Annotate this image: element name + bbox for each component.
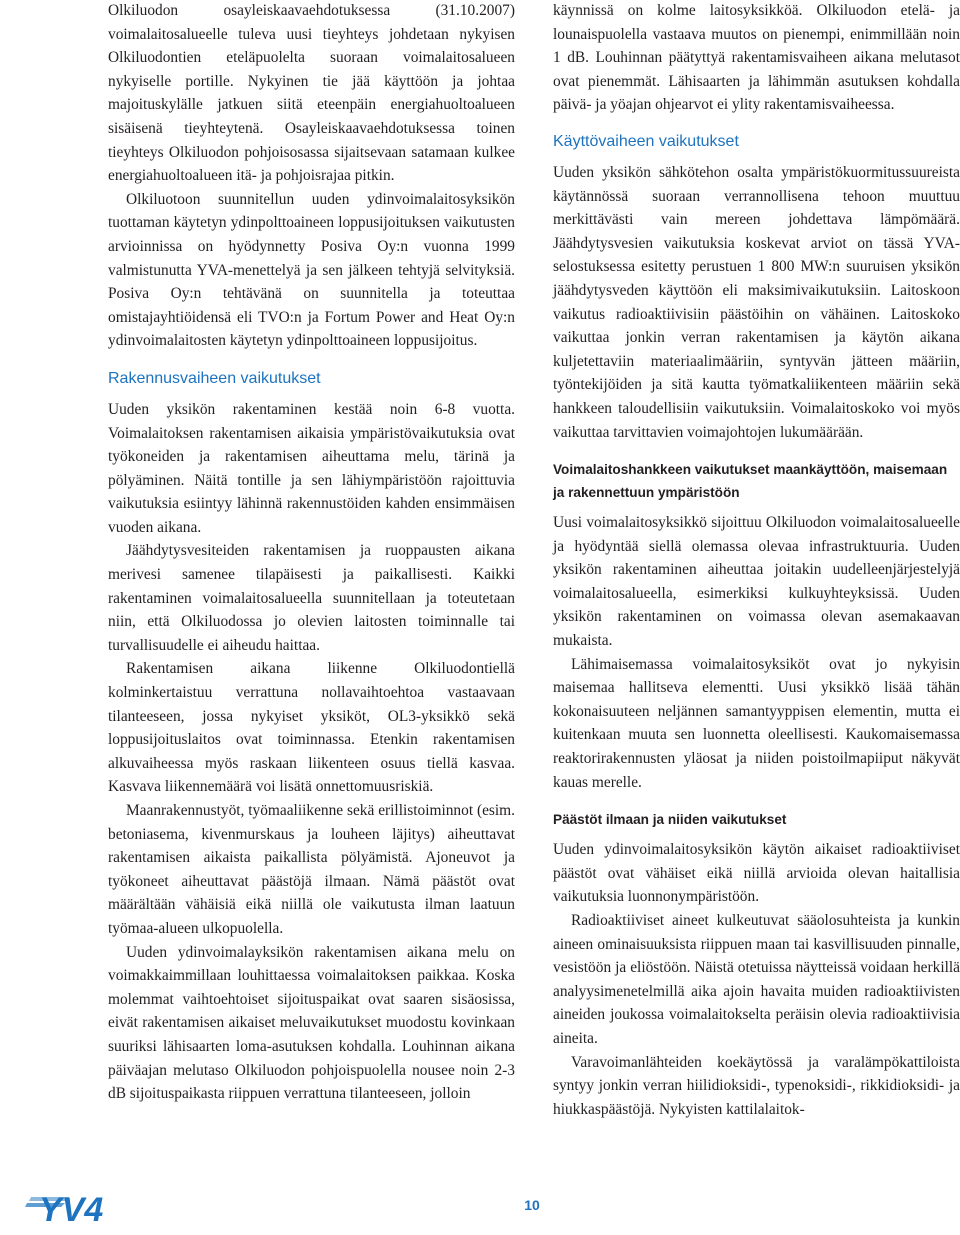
land-use-paragraph-2: Lähimaisemassa voimalaitosyksiköt ovat jo nykyisin maisemaa hallitseva elementti. Uusi yksikkö lisää tähän kokonaisuuteen neljännen samantyyppisen elementin, mutta ei kuitenkaan muuta sen luonnetta oleellisesti. Kaukomaisemassa reaktorirakennusten yläosat ja niiden poistoilmapiiput näkyvät kauas merelle. (553, 655, 960, 791)
heading-construction-impacts: Rakennusvaiheen vaikutukset (108, 369, 321, 387)
construction-paragraph-2: Jäähdytysvesiteiden rakentamisen ja ruoppausten aikana merivesi samenee tilapäisesti ja paikallisesti. Kaikki rakentaminen voimalaitosalueella suunnitellaan ja toteutetaan niin, että Olkiluodossa jo olevien laitosten toiminnalle tai turvallisuudelle ei aiheudu haittaa. (108, 542, 515, 654)
construction-paragraph-5: Uuden ydinvoimalayksikön rakentamisen aikana melu on voimakkaimmillaan louhittaessa voimalaitoksen paikkaa. Koska molemmat vaihtoehtoiset sijoituspaikat ovat saaren sisäosissa, eivät rakentamisen aikaiset meluvaikutukset muodostu kovinkaan suuriksi lähisaarten loma-asutuksen kohdalla. Louhinnan aikana päiväajan melutaso Olkiluodon pohjoispuolella nousee noin 2-3 dB sijoituspaikasta riippuen verrattuna tilanteeseen, jolloin (108, 943, 515, 1103)
yv4-logo (25, 1183, 135, 1225)
emissions-paragraph-2: Radioaktiiviset aineet kulkeutuvat sääolosuhteista ja kunkin aineen ominaisuuksista riippuen maan tai kasvillisuuden pinnalle, vesistöön ja eliöstöön. Näistä otetuissa näytteissä voidaan herkillä analyysimenetelmillä aika ajoin havaita muiden radioaktiivisten aineiden joukossa voimalaitokselta peräisin olevia radioaktiivisia aineita. (553, 912, 960, 1047)
land-use-paragraph-1: Uusi voimalaitosyksikkö sijoittuu Olkiluodon voimalaitosalueelle ja hyödyntää siellä olemassa olevaa infrastruktuuria. Uuden yksikön rakentaminen aiheuttaa joitakin uudelleenjärjestelyjä voimalaitosalueella, esimerkiksi kulkuyhteyksissä. Uuden yksikön rakentaminen on voimassa olevan asemakaavan mukaista. (553, 514, 960, 650)
heading-air-emissions: Päästöt ilmaan ja niiden vaikutukset (553, 812, 787, 828)
right-column (553, 0, 960, 1121)
heading-land-use-impacts: Voimalaitoshankkeen vaikutukset maankäyttöön, maisemaan ja rakennettuun ympäristöön (553, 462, 948, 501)
operation-paragraph-1: Uuden yksikön sähkötehon osalta ympäristökuormitussuureista käytännössä suoraan verrannollisena tehoon muuttuu merkittävästi vain mereen johdettava lämpömäärä. Jäähdytysvesien vaikutuksia koskevat arviot on tässä YVA-selostuksessa esitetty perustuen 1 800 MW:n suuruisen yksikön jäähdytysveden käyttöön eli maksimivaikutuksiin. Laitoskoon vaikutus radioaktiivisiin päästöihin on vähäinen. Laitoskoko vaikuttaa jonkin verran rakentamisen ja käytön aikana kuljetettaviin materiaalimääriin, syntyvän jätteen määriin, työntekijöiden ja sitä kautta työmatkaliikenteen määriin sekä hankkeen taloudellisiin vaikutuksiin. Voimalaitoskoko voi myös vaikuttaa tarvittavien voimajohtojen lukumäärään. (553, 163, 960, 441)
construction-paragraph-4: Maanrakennustyöt, työmaaliikenne sekä erillistoiminnot (esim. betoniasema, kivenmurskaus ja louheen läjitys) aiheuttavat rakentamisen aikaista paikallista pölyämistä. Ajoneuvot ja työkoneet aiheuttavat päästöjä ilmaan. Nämä päästöt ovat määrältään vähäisiä eikä niillä ole vaikutusta ilman laatuun työmaa-alueen ulkopuolella. (108, 802, 515, 937)
construction-paragraph-3: Rakentamisen aikana liikenne Olkiluodontiellä kolminkertaistuu verrattuna nollavaihtoehtoa vastaavaan tilanteeseen, jossa nykyiset yksiköt, OL3-yksikkö sekä loppusijoituslaitos ovat toiminnassa. Etenkin rakentamisen alkuvaiheessa myös raskaan liikenteen osuus tiellä kasvaa. Kasvava liikennemäärä voi lisätä onnettomuusriskiä. (108, 660, 515, 796)
emissions-paragraph-1: Uuden ydinvoimalaitosyksikön käytön aikaiset radioaktiiviset päästöt ovat vähäiset eikä niillä arvioida olevan haitallisia vaikutuksia luonnonympäristöön. (553, 841, 960, 906)
page-number: 10 (524, 1197, 540, 1213)
heading-operation-impacts: Käyttövaiheen vaikutukset (553, 132, 739, 150)
emissions-paragraph-3: Varavoimanlähteiden koekäytössä ja varalämpökattiloista syntyy jonkin verran hiilidioksidi-, typenoksidi-, rikkidioksidi- ja hiukkaspäästöjä. Nykyisten kattilalaitok- (553, 1053, 960, 1118)
continuation-paragraph: käynnissä on kolme laitosyksikköä. Olkiluodon etelä- ja lounaispuolella vastaava muutos on pienempi, enimmillään noin 1 dB. Louhinnan päätyttyä rakentamisvaiheen aikana melutasot ovat pienemmät. Lähisaarten ja lähimmän asutuksen kohdalla päivä- ja yöajan ohjearvot ei ylity rakentamisvaiheessa. (553, 2, 960, 114)
intro-paragraph-1: Olkiluodon osayleiskaavaehdotuksessa (31.10.2007) voimalaitosalueelle tuleva uusi tieyhteys johdetaan nykyisen Olkiluodontien eteläpuolelta suoraan voimalaitosalueen nykyiselle portille. Nykyinen tie jää käyttöön ja johtaa majoituskylälle jatkuen siitä eteenpäin energiahuoltoalueen sisäisenä tieyhteytenä. Osayleiskaavaehdotuksessa toinen tieyhteys Olkiluodon pohjoisosassa sijaitsevaan satamaan kulkee energiahuoltoalueen itä- ja pohjoisrajaa pitkin. (108, 2, 515, 185)
intro-paragraph-2: Olkiluotoon suunnitellun uuden ydinvoimalaitosyksikön tuottaman käytetyn ydinpolttoaineen loppusijoituksen vaikutusten arvioinnissa on hyödynnetty Posiva Oy:n vuonna 1999 valmistunutta YVA-menettelyä ja sen jälkeen tehtyjä selvityksiä. Posiva Oy:n tehtävänä on suunnitella ja toteuttaa omistajayhtiöidensä eli TVO:n ja Fortum Power and Heat Oy:n ydinvoimalaitosten käytetyn ydinpolttoaineen loppusijoitus. (108, 190, 515, 350)
construction-paragraph-1: Uuden yksikön rakentaminen kestää noin 6-8 vuotta. Voimalaitoksen rakentamisen aikaisia ympäristövaikutuksia ovat työkoneiden ja rakentamisen aiheuttama melu, tärinä ja pölyäminen. Näitä tontille ja sen lähiympäristöön rajoittuvia vaikutuksia esiintyy lähinnä rakennustöiden kahden ensimmäisen vuoden aikana. (108, 400, 515, 536)
yv4-logo-text: YV4 (39, 1191, 104, 1225)
left-column (108, 0, 515, 1106)
